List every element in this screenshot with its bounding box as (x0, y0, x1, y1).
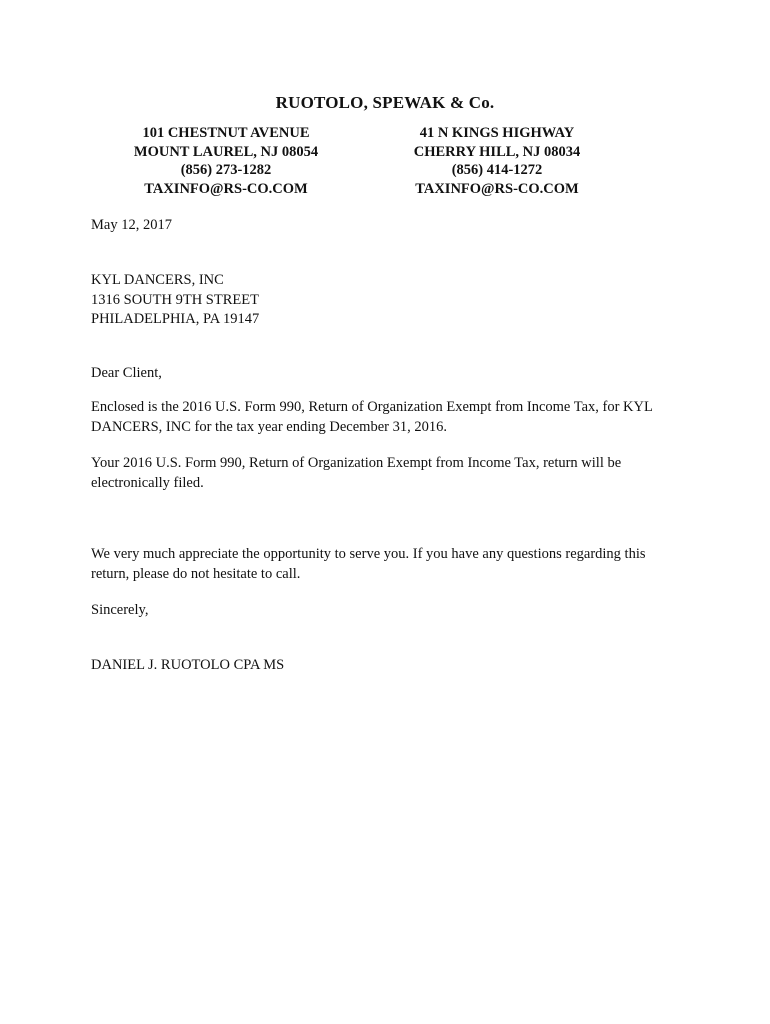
office-city-state-zip: MOUNT LAUREL, NJ 08054 (133, 143, 319, 160)
salutation: Dear Client, (91, 365, 162, 381)
office-phone: (856) 273-1282 (180, 162, 272, 178)
closing: Sincerely, (91, 602, 149, 618)
office-city-state-zip: CHERRY HILL, NJ 08034 (413, 143, 581, 160)
paragraph-line: We very much appreciate the opportunity to serve you. If you have any questions regarding this (91, 546, 646, 562)
office-address-left (76, 124, 376, 198)
office-email: TAXINFO@RS-CO.COM (415, 180, 579, 197)
paragraph-enclosure (91, 398, 653, 437)
paragraph-line: Your 2016 U.S. Form 990, Return of Organization Exempt from Income Tax, return will be (91, 455, 622, 471)
office-phone: (856) 414-1272 (451, 162, 543, 178)
firm-name: RUOTOLO, SPEWAK & Co. (275, 93, 495, 112)
paragraph-appreciation (91, 545, 646, 584)
recipient-street: 1316 SOUTH 9TH STREET (91, 291, 259, 308)
recipient-city-state-zip: PHILADELPHIA, PA 19147 (91, 311, 260, 327)
office-email: TAXINFO@RS-CO.COM (144, 180, 308, 197)
paragraph-line: Enclosed is the 2016 U.S. Form 990, Return of Organization Exempt from Income Tax, for KYL (91, 399, 653, 415)
recipient-address (91, 271, 259, 330)
letter-date: May 12, 2017 (91, 217, 172, 233)
recipient-name: KYL DANCERS, INC (91, 272, 224, 288)
office-address-right (347, 124, 647, 198)
paragraph-line: DANCERS, INC for the tax year ending December 31, 2016. (91, 418, 447, 435)
paragraph-line: return, please do not hesitate to call. (91, 565, 301, 582)
signature-name: DANIEL J. RUOTOLO CPA MS (91, 657, 285, 673)
paragraph-filing (91, 454, 621, 493)
office-street: 101 CHESTNUT AVENUE (142, 125, 310, 141)
paragraph-line: electronically filed. (91, 474, 204, 491)
office-street: 41 N KINGS HIGHWAY (419, 125, 575, 141)
